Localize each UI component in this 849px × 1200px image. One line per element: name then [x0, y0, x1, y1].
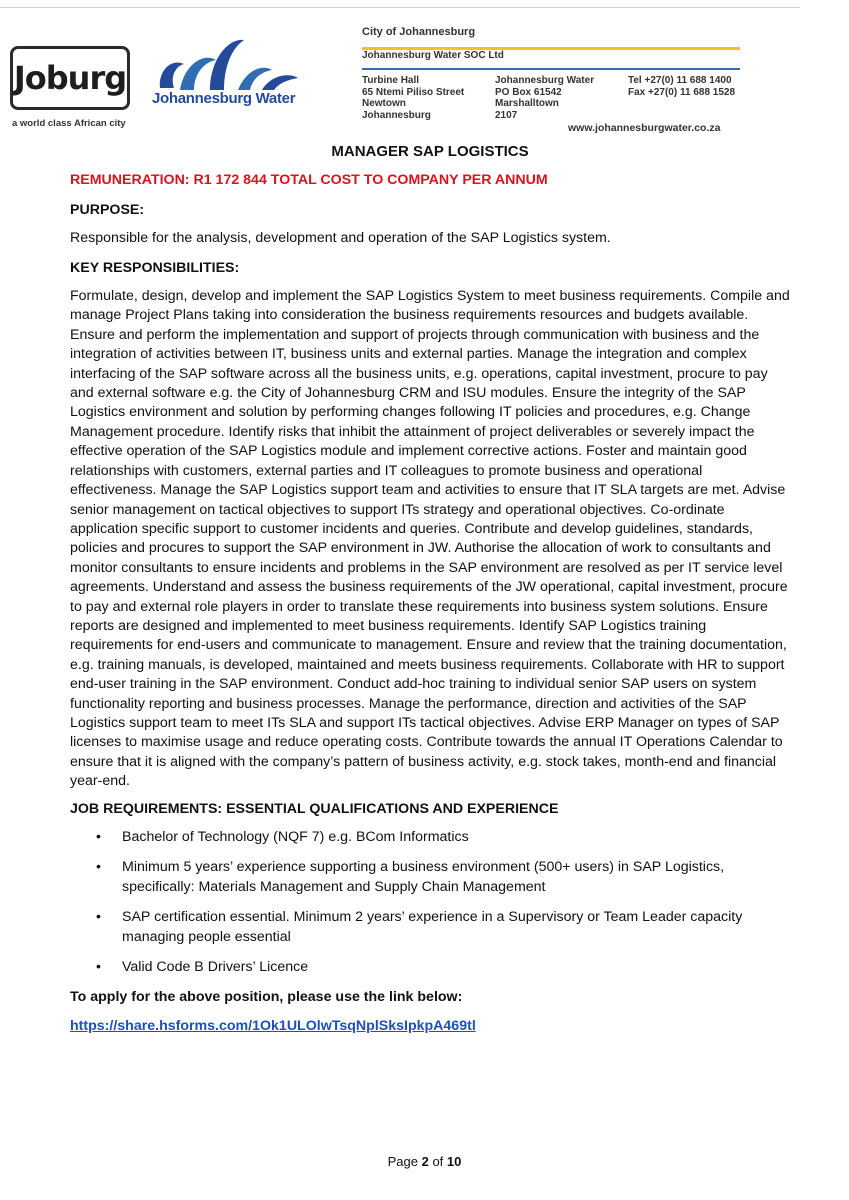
bullet-icon: • [96, 959, 101, 976]
address-line: Marshalltown [495, 98, 559, 109]
address-column-postal [495, 75, 594, 121]
letterhead-website: www.johannesburgwater.co.za [568, 122, 721, 134]
joburg-logo [10, 46, 130, 110]
address-line: Newtown [362, 98, 406, 109]
bullet-icon: • [96, 829, 101, 845]
bullet-icon: • [96, 859, 101, 876]
address-line: 65 Ntemi Piliso Street [362, 86, 465, 98]
document-body [70, 142, 790, 1036]
list-item [70, 908, 790, 947]
address-line: Johannesburg [362, 109, 431, 121]
requirement-text: Valid Code B Drivers’ Licence [122, 959, 309, 976]
page-word: Page [387, 1154, 418, 1169]
letterhead-org: Johannesburg Water SOC Ltd [362, 50, 504, 61]
remuneration-line: REMUNERATION: R1 172 844 TOTAL COST TO COMPANY PER ANNUM [70, 172, 548, 189]
joburg-tagline: a world class African city [12, 118, 126, 129]
list-item [70, 828, 790, 847]
list-item [70, 958, 790, 977]
apply-link[interactable]: https://share.hsforms.com/1Ok1ULOlwTsqNplSksIpkpA469tl [70, 1017, 476, 1034]
total-pages: 10 [446, 1154, 462, 1169]
purpose-text: Responsible for the analysis, development and operation of the SAP Logistics system. [70, 230, 611, 247]
address-line: PO Box 61542 [495, 86, 562, 98]
address-line: Turbine Hall [362, 75, 420, 86]
letterhead-blue-rule [362, 68, 740, 70]
requirement-text: SAP certification essential. Minimum 2 years’ experience in a Supervisory or Team Leader capacity managing people essential [122, 909, 743, 945]
contact-column [628, 75, 735, 98]
top-rule [0, 7, 800, 8]
contact-fax: Fax +27(0) 11 688 1528 [628, 86, 736, 98]
page-title: MANAGER SAP LOGISTICS [331, 143, 529, 160]
responsibilities-text: Formulate, design, develop and implement the SAP Logistics System to meet business requirements. Compile and manage Project Plans taking into consideration the business requirements resources and budgets available. Ensure and perform the implementation and support of projects through communication with business and the integration of activities between IT, business units and external parties. Manage the integration and complex interfacing of the SAP software across all the business units, e.g. operations, capital investment, procure to pay and external software e.g. the City of Johannesburg CRM and ISU modules. Ensure the integrity of the SAP Logistics environment and solution by performing changes following IT policies and procedures, e.g. Change Management procedure. Identify risks that inhibit the attainment of project deliverables or severely impact the effective operation of the SAP Logistics module and implement corrective actions. Foster and maintain good relationships with customers, external parties and IT colleagues to promote business and operational effectiveness. Manage the SAP Logistics support team and activities to ensure that IT SLA targets are met. Advise senior management on tactical objectives to support ITs strategy and operational objectives. Co-ordinate application specific support to customer incidents and queries. Contribute and develop guidelines, standards, policies and procures to support the SAP environment in JW. Authorise the allocation of work to consultants and monitor consultants to ensure incidents and problems in the SAP environment are resolved as per IT service level agreements. Understand and assess the business requirements of the JW operational, capital investment, procure to pay and external role players in order to translate these requirements into business system solutions. Ensure reports are designed and implemented to meet business requirements. Identify SAP Logistics training requirements for end-users and communicate to management. Ensure and review that the training documentation, e.g. training manuals, is developed, maintained and meets business requirements. Collaborate with HR to support end-user training in the SAP environment. Conduct add-hoc training to individual senior SAP users on system functionality reporting and business processes. Manage the performance, direction and activities of the SAP Logistics support team to meet ITs SLA and support ITs tactical objectives. Advise ERP Manager on types of SAP licenses to maximise usage and reduce operating costs. Contribute towards the annual IT Operations Calendar to ensure that it is aligned with the company’s pattern of business activity, e.g. stock takes, month-end and financial year-end. [70, 288, 790, 790]
current-page: 2 [421, 1154, 429, 1169]
letterhead-city: City of Johannesburg [362, 26, 476, 38]
requirement-text: Bachelor of Technology (NQF 7) e.g. BCom Informatics [122, 829, 469, 845]
page-number [0, 1154, 849, 1169]
of-word: of [432, 1154, 444, 1169]
requirement-text: Minimum 5 years’ experience supporting a business environment (500+ users) in SAP Logistics, specifically: Materials Management and Supply Chain Management [122, 859, 725, 895]
apply-text: To apply for the above position, please use the link below: [70, 989, 463, 1006]
contact-tel: Tel +27(0) 11 688 1400 [628, 75, 732, 86]
responsibilities-heading: KEY RESPONSIBILITIES: [70, 259, 240, 276]
list-item [70, 858, 790, 897]
requirements-heading: JOB REQUIREMENTS: ESSENTIAL QUALIFICATIONS AND EXPERIENCE [70, 800, 559, 817]
requirements-list [70, 828, 790, 977]
joburg-logo-text: Joburg [13, 59, 127, 97]
address-column-physical [362, 75, 464, 121]
purpose-heading: PURPOSE: [70, 201, 145, 218]
johannesburg-water-name: Johannesburg Water [152, 90, 296, 107]
bullet-icon: • [96, 909, 101, 926]
address-line: 2107 [495, 109, 518, 121]
address-line: Johannesburg Water [495, 75, 595, 86]
